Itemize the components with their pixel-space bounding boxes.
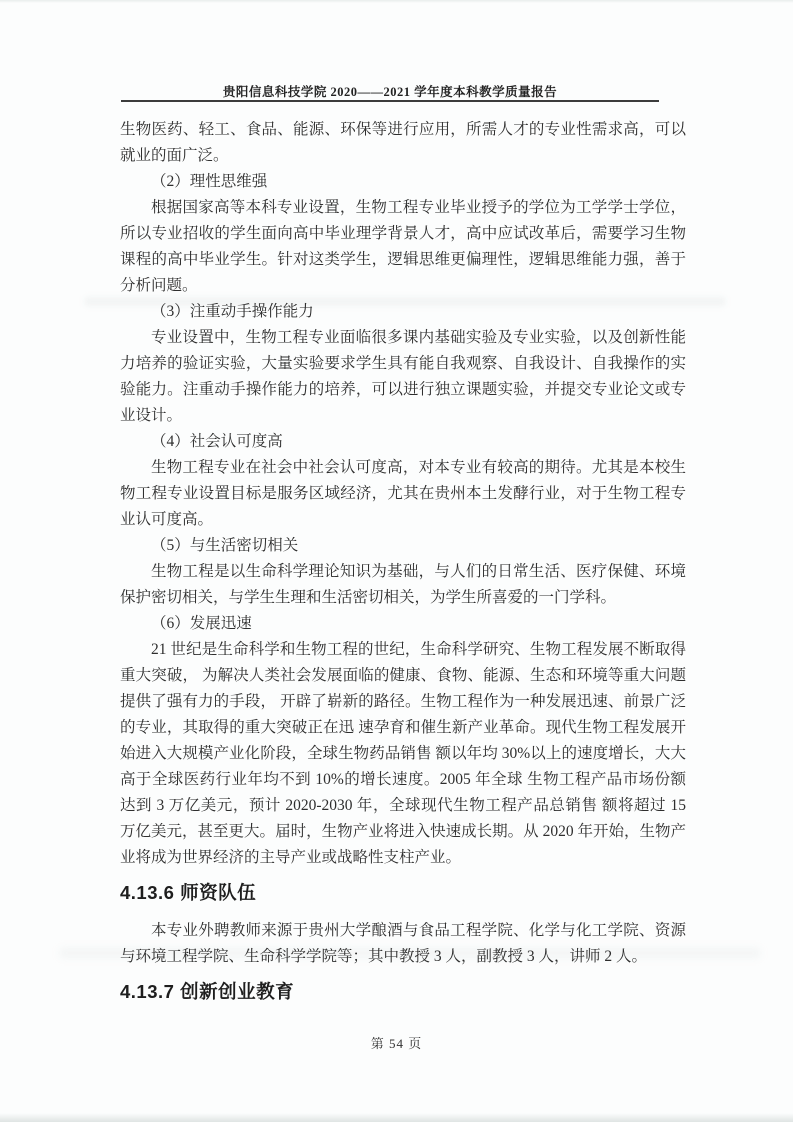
paragraph-hands-on-ability: 专业设置中，生物工程专业面临很多课内基础实验及专业实验，以及创新性能力培养的验证实验，大量实验要求学生具有能自我观察、自我设计、自我操作的实验能力。注重动手操作能力的培养，可以进行独立课题实验，并提交专业论文或专业设计。 — [120, 329, 686, 424]
scan-edge-bottom — [0, 1113, 793, 1122]
item-4-social-recognition: （4）社会认可度高 — [151, 433, 283, 450]
item-2-rational-thinking: （2）理性思维强 — [151, 173, 268, 190]
paragraph-faculty: 本专业外聘教师来源于贵州大学酿酒与食品工程学院、化学与化工学院、资源与环境工程学院、生命科学学院等；其中教授 3 人，副教授 3 人，讲师 2 人。 — [120, 922, 686, 965]
paragraph-rational-thinking: 根据国家高等本科专业设置，生物工程专业毕业授予的学位为工学学士学位，所以专业招收的学生面向高中毕业理学背景人才，高中应试改革后，需要学习生物课程的高中毕业学生。针对这类学生，逻辑思维更偏理性，逻辑思维能力强，善于分析问题。 — [120, 199, 686, 294]
section-heading-4-13-7-innovation-education: 4.13.7 创新创业教育 — [120, 981, 295, 1002]
running-header-title: 贵阳信息科技学院 2020——2021 学年度本科教学质量报告 — [222, 85, 558, 99]
item-3-hands-on-ability: （3）注重动手操作能力 — [151, 303, 314, 320]
paragraph-social-recognition: 生物工程专业在社会中社会认可度高，对本专业有较高的期待。尤其是本校生物工程专业设置目标是服务区域经济，尤其在贵州本土发酵行业，对于生物工程专业认可度高。 — [120, 459, 686, 528]
item-6-rapid-development: （6）发展迅速 — [151, 615, 252, 632]
paragraph-rapid-development: 21 世纪是生命科学和生物工程的世纪，生命科学研究、生物工程发展不断取得重大突破， 为解决人类社会发展面临的健康、食物、能源、生态和环境等重大问题提供了强有力的手段， 开辟了崭新的路径。生物工程作为一种发展迅速、前景广泛的专业，其取得的重大突破正在迅 速孕育和催生新产业革命。现代生物工程发展开始进入大规模产业化阶段，全球生物药品销售 额以年均 30%以上的速度增长，大大高于全球医药行业年均不到 10%的增长速度。2005 年全球 生物工程产品市场份额达到 3 万亿美元，预计 2020-2030 年，全球现代生物工程产品总销售 额将超过 15 万亿美元，甚至更大。届时，生物产业将进入快速成长期。从 2020 年开始，生物产业将成为世界经济的主导产业或战略性支柱产业。 — [120, 641, 686, 866]
item-5-related-to-life: （5）与生活密切相关 — [151, 537, 299, 554]
header-rule-divider — [121, 100, 659, 102]
document-body — [120, 117, 686, 1017]
section-heading-4-13-6-faculty: 4.13.6 师资队伍 — [120, 882, 257, 903]
paragraph-employability-continuation: 生物医药、轻工、食品、能源、环保等进行应用，所需人才的专业性需求高，可以就业的面广泛。 — [120, 121, 686, 164]
paragraph-related-to-life: 生物工程是以生命科学理论知识为基础，与人们的日常生活、医疗保健、环境保护密切相关，与学生生理和生活密切相关，为学生所喜爱的一门学科。 — [120, 563, 686, 606]
page-number: 第 54 页 — [370, 1036, 423, 1051]
scan-edge-top — [0, 0, 793, 3]
